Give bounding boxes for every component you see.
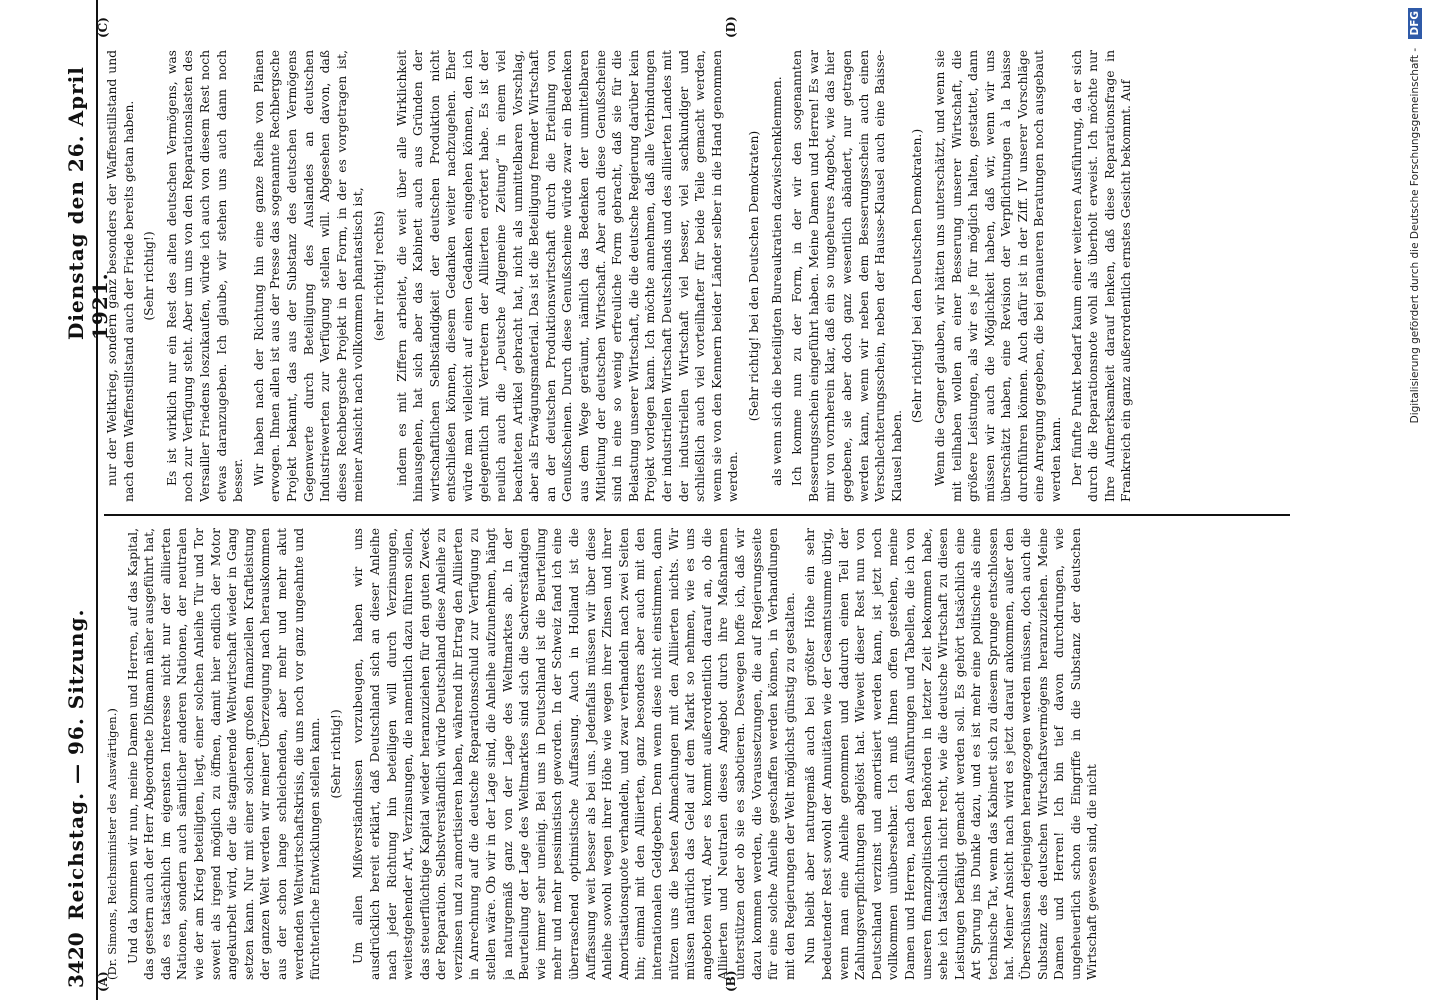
margin-mark-d: (D) bbox=[724, 16, 738, 38]
paragraph: Der fünfte Punkt bedarf kaum einer weiteren Ausführung, da er sich durch die Reparationsnote wohl als überholt erweist. Ich möchte nur Ihre Aufmerksamkeit darauf lenken, daß diese Reparationsfrage in Frankreich ein ganz außerordentlich ernstes Gesicht bekommt. Auf bbox=[1069, 50, 1134, 502]
paragraph: indem es mit Ziffern arbeitet, die weit über alle Wirklichkeit hinausgehen, hat sich aber das Kabinett auch aus Gründen der wirtschaftlichen Selbständigkeit der deutschen Produktion nicht entschließen können, diesem Gedanken weiter nachzugehen. Eher würde man vielleicht auf einen Gedanken eingehen können, den ich gelegentlich mit Vertretern der Alliierten erörtert habe. Es ist der neulich auch die „Deutsche Allgemeine Zeitung“ in einem viel beachteten Artikel gebracht hat, nicht als unmittelbaren Vorschlag, aber als Erwägungsmaterial. Das ist die Beteiligung fremder Wirtschaft an der deutschen Produktionswirtschaft durch die Erteilung von Genußscheinen. Durch diese Genußscheine würde zwar ein Bedenken aus dem Wege geräumt, nämlich das Bedenken der unmittelbaren Mitleitung der deutschen Wirtschaft. Aber auch diese Genußscheine sind in eine so wenig erfreuliche Form gebracht, daß sie für die Belastung unserer Wirtschaft, die die deutsche Regierung darüber kein Projekt vorlegen kann. Ich möchte annehmen, daß alle Verbindungen der industriellen Wirtschaft Deutschlands und des alliierten Landes mit der industriellen Wirtschaft viel besser, viel sachkundiger und schließlich auch viel vorteilhafter für beide Teile gemacht werden, wenn sie von den Kennern beider Länder selber in die Hand genommen werden. bbox=[394, 50, 741, 502]
paragraph: Nun bleibt aber naturgemäß auch bei größter Höhe ein sehr bedeutender Rest sowohl der Annuitäten wie der Gesamtsumme übrig, wenn man eine Anleihe genommen und dadurch einen Teil der Zahlungsverpflichtungen abgelöst hat. Wieweit dieser Rest nun von Deutschland verzinst und amortisiert werden kann, ist jetzt noch vollkommen unübersehbar. Ich muß Ihnen offen gestehen, meine Damen und Herren, nach den Ausführungen und Tabellen, die ich von unseren finanzpolitischen Behörden in letzter Zeit bekommen habe, sehe ich tatsächlich nicht recht, wie die deutsche Wirtschaft zu diesen Leistungen befähigt gemacht werden soll. Es gehört tatsächlich eine Art Sprung ins Dunkle dazu, und es ist mehr eine politische als eine technische Tat, wenn das Kabinett sich zu diesem Sprunge entschlossen hat. Meiner Ansicht nach wird es jetzt darauf ankommen, außer den Überschüssen derjenigen herangezogen werden müssen, doch auch die Substanz des deutschen Wirtschaftsvermögens heranzuziehen. Meine Damen und Herren! Ich bin tief davon durchdrungen, wie ungeheuerlich schon die Eingriffe in die Substanz der deutschen Wirtschaft gewesen sind, die nicht bbox=[803, 528, 1100, 980]
dfg-logo: DFG bbox=[1408, 8, 1422, 39]
page-number: 3420 bbox=[64, 932, 88, 988]
margin-mark-a: (A) bbox=[96, 971, 110, 992]
paragraph: Es ist wirklich nur ein Rest des alten deutschen Vermögens, was noch zur Verfügung steht. Aber um uns von den Reparationslasten des Versailler Friedens loszukaufen, würde ich auch von diesem Rest noch etwas daranzugeben. Ich glaube, wir stehen uns auch dann noch besser. bbox=[164, 50, 246, 502]
session-date: Dienstag den 26. April 1921. bbox=[64, 66, 112, 340]
interjection: (Sehr richtig!) bbox=[142, 231, 157, 321]
digitization-note bbox=[1400, 8, 1430, 992]
margin-mark-b: (B) bbox=[724, 970, 738, 992]
paragraph: Ich komme nun zu der Form, in der wir den sogenannten Besserungsschein eingeführt haben. Meine Damen und Herren! Es war mir von vornherein klar, daß ein so ungeheures Angebot, wie das hier gegebene, sie aber doch ganz wesentlich abändert, nur getragen werden kann, wenn wir neben dem Besserungsschein auch einen Verschlechterungsschein, neben der Hausse-Klausel auch eine Baisse-Klausel haben. bbox=[790, 50, 904, 502]
margin-mark-c: (C) bbox=[96, 17, 110, 38]
paragraph: Wenn die Gegner glauben, wir hätten uns unterschätzt, und wenn sie mit teilhaben wollen an einer Besserung unserer Wirtschaft, die größere Leistungen, als wir es je für möglich halten, gestattet, dann müssen wir auch die Möglichkeit haben, daß wir, wenn wir uns überschätzt haben, eine Revision der Verpflichtungen à la baisse durchführen können. Auch dafür ist in der Ziff. IV unserer Vorschläge eine Anregung gegeben, die bei genaueren Beratungen noch ausgebaut werden kann. bbox=[932, 50, 1064, 502]
interjection: (sehr richtig! rechts) bbox=[371, 210, 386, 342]
paragraph: als wenn sich die beteiligten Bureaukratien dazwischenklemmen. bbox=[769, 76, 784, 486]
left-column bbox=[104, 528, 1290, 980]
speaker-line: (Dr. Simons, Reichsminister des Auswärtigen.) bbox=[105, 708, 119, 980]
interjection: (Sehr richtig! bei den Deutschen Demokraten.) bbox=[910, 128, 925, 424]
interjection: (Sehr richtig! bei den Deutschen Demokraten) bbox=[746, 130, 761, 422]
paragraph: Um allen Mißverständnissen vorzubeugen, haben wir uns ausdrücklich bereit erklärt, daß Deutschland sich an dieser Anleihe nach jeder Richtung hin beteiligen will durch Verzinsungen, weitestgehender Art, Verzinsungen, die namentlich dazu führen sollen, das steuerflüchtige Kapital wieder heranzuziehen für den guten Zweck der Reparation. Selbstverständlich würde Deutschland diese Anleihe zu verzinsen und zu amortisieren haben, während ihr Ertrag den Alliierten in Anrechnung auf die deutsche Reparationsschuld zur Verfügung zu stellen wäre. Ob wir in der Lage sind, die Anleihe aufzunehmen, hängt ja naturgemäß ganz von der Lage des Weltmarktes ab. In der Beurteilung der Lage des Weltmarktes sind sich die Sachverständigen wie immer sehr uneinig. Bei uns in Deutschland ist die Beurteilung mehr und mehr pessimistisch geworden. In der Schweiz fand ich eine überraschend optimistische Auffassung. Auch in Holland ist die Auffassung weit besser als bei uns. Jedenfalls müssen wir über diese Anleihe sowohl wegen ihrer Höhe wie wegen ihrer Zinsen und ihrer Amortisationsquote verhandeln, und zwar verhandeln nach zwei Seiten hin; einmal mit den Alliierten, ganz besonders aber auch mit den internationalen Geldgebern. Denn wenn diese nicht einstimmen, dann nützen uns die besten Abmachungen mit den Alliierten nichts. Wir müssen natürlich das Geld auf dem Markt so nehmen, wie es uns angeboten wird. Aber es kommt außerordentlich darauf an, ob die Alliierten und Neutralen dieses Angebot durch ihre Maßnahmen unterstützen oder ob sie es sabotieren. Deswegen hoffe ich, daß wir dazu kommen werden, die Voraussetzungen, die auf Regierungsseite für eine solche Anleihe geschaffen werden können, in Verhandlungen mit den Regierungen der Welt möglichst günstig zu gestalten. bbox=[351, 528, 797, 980]
column-divider bbox=[104, 514, 1290, 516]
paragraph: nur der Weltkrieg, sondern ganz besonders der Waffenstillstand und nach dem Waffenstillstand auch der Friede bereits getan haben. bbox=[105, 50, 136, 502]
paragraph: Und da kommen wir nun, meine Damen und Herren, auf das Kapital, das gestern auch der Herr Abgeordnete Dißmann näher ausgeführt hat, daß es tatsächlich im eigensten Interesse nicht nur der alliierten Nationen, sondern auch sämtlicher anderen Nationen, der neutralen wie der am Krieg beteiligten, liegt, einer solchen Anleihe Tür und Tor soweit als irgend möglich zu öffnen, damit hier endlich der Motor angekurbelt wird, der die stagnierende Weltwirtschaft wieder in Gang setzen kann. Nur mit einer solchen großen finanziellen Kraftleistung der ganzen Welt werden wir meiner Überzeugung nach herauskommen aus der schon lange schleichenden, aber mehr und mehr akut werdenden Weltwirtschaftskrisis, die uns noch vor ganz ungeahnte und fürchterliche Entwicklungen stellen kann. bbox=[125, 528, 323, 980]
interjection: (Sehr richtig!) bbox=[328, 709, 343, 799]
digitization-credit: Digitalisierung gefördert durch die Deutsche Forschungsgemeinschaft - bbox=[1409, 47, 1421, 424]
right-column bbox=[104, 50, 1290, 502]
paragraph: Wir haben nach der Richtung hin eine ganze Reihe von Plänen erwogen. Ihnen allen ist aus der Presse das sogenannte Rechbergsche Projekt bekannt, das aus der Substanz des deutschen Vermögens Gegenwerte durch Beteiligung des Auslandes an deutschen Industriewerten zur Verfügung stellen will. Abgesehen davon, daß dieses Rechbergsche Projekt in der Form, in der es vorgetragen ist, meiner Ansicht nach vollkommen phantastisch ist, bbox=[251, 50, 366, 502]
session-title: Reichstag. — 96. Sitzung. bbox=[64, 608, 88, 920]
